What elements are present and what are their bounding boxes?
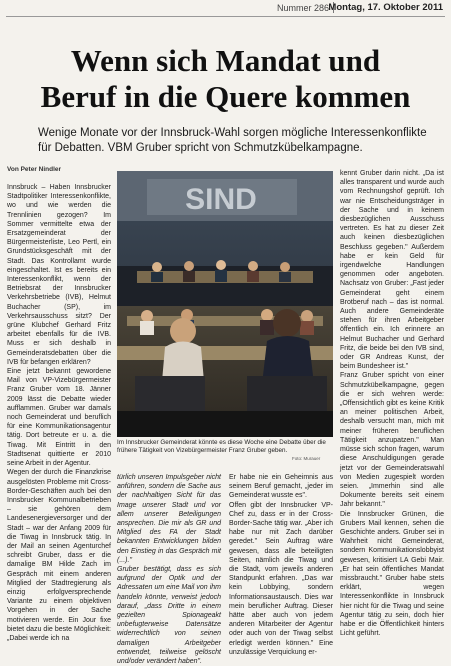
headline-line-1: Wenn sich Mandat und (70, 43, 381, 78)
photo-credit: Foto: Murauer (292, 456, 321, 461)
photo-caption: Im Innsbrucker Gemeinderat könnte es diese Woche eine Debatte über die frühere Tätigkeit von Vizebürgermeister Franz Gruber geben. (117, 439, 326, 454)
issue-date: Montag, 17. Oktober 2011 (328, 2, 443, 13)
page-header (0, 0, 451, 16)
author-byline: Von Peter Nindler (7, 166, 62, 173)
article-column-3: Er habe nie ein Geheimnis aus seinem Beruf gemacht, „jeder im Gemeinderat wusste es". Offen gibt der Innsbrucker VP-Chef zu, dass er in der Cross-Border-Sache tätig war. „Aber ich habe nur mit Zach darüber geredet." Sein Auftrag wäre gewesen, dass alle beteiligten Seiten, nämlich die Tiwag und die Stadt, vom jeweils anderen Standpunkt erfahren. „Das war kein Lobbying, sondern Informationsaustausch. Dies war mein beruflicher Auftrag. Dieser hätte aber auch von jedem anderen Mitarbeiter der Agentur oder auch von der Tiwag selbst erledigt werden können." Eine unzulässige Verquickung er- (229, 474, 333, 656)
article-column-1: Innsbruck – Haben Innsbrucker Stadtpolitiker Interessenkonflikte, wo und wie werden die Trennlinien gezogen? Im Sommer vermittelte etwa der Ersatzgemeinderat der Bürgermeisterliste, Leo Pertl, ein Grundstücksgeschäft mit der Stadt. Das Kontrollamt wurde eingeschaltet. Ist es bereits ein Interessenkonflikt, wenn der Betriebsrat der Innsbrucker Verkehrsbetriebe (IVB), Helmut Buchacher (SP), im Verkehrsausschuss sitzt? Der grüne Klubchef Gerhard Fritz arbeitet ebenfalls für die IVB. Muss er sich deshalb in Gemeinderatsdebatten über die IVB für befangen erklären? Eine jetzt bekannt gewordene Mail von VP-Vizebürgermeister Franz Gruber vom 18. Jänner 2009 lässt die Debatte wieder aufflammen. Gruber war damals noch Gemeinderat und beruflich für eine Kommunikationsagentur tätig. Dort betreute er u. a. die Tiwag. Mit Eintritt in den Stadtsenat quittierte er 2010 seine Arbeit in der Agentur. Wegen der durch die Finanzkrise ausgelösten Probleme mit Cross-Border-Geschäften auch bei den Innsbrucker Kommunalbetrieben – sie gehören dem Landesenergieversorger und der Stadt – war der Anfang 2009 für die Tiwag in Innsbruck tätig. In der Mail an seinen Agenturchef schreibt Gruber, dass er die damalige BM Hilde Zach im Gespräch mit einem anderen Mitglied der Stadtregierung als einzig erfolgversprechende Variante zu einem objektiven Vorgehen in der Sache motivieren werde. Ein Jour fixe bietet dazu die beste Möglichkeit: „Dabei werde ich na (7, 184, 111, 642)
article-column-2: türlich unseren Impulsgeber nicht anführen, sondern die Sache aus der nachhaltigen Sicht für das Image unserer Stadt und vor allem unserer Beteiligungen ansprechen. Die mir als GR und Mitglied des FA der Stadt bekannten Entwicklungen bilden den Einstieg in das Gespräch mit (...)." Gruber bestätigt, dass es sich aufgrund der Optik und der Adressaten um eine Mail von ihm handeln könnte, verweist jedoch darauf, „dass Dritte in einem gezielten Spionageakt unbefugterweise Datensätze widerrechtlich von seinen damaligen Arbeitgeber entwendet, teilweise gelöscht und/oder verändert haben". (117, 474, 221, 666)
article-column-4: kennt Gruber darin nicht. „Da ist alles transparent und wurde auch vom Rechnungshof geprüft. Ich war nie Entscheidungsträger in der Sache und in keinem diesbezüglichen Ausschuss vertreten. Es hat zu dieser Zeit auch keinen diesbezüglichen Beschluss gegeben." Außerdem habe er kein Geld für irgendwelche Handlungen genommen oder angeboten. Nachsatz von Gruber: „Fast jeder Gemeinderat geht einem Brotberuf nach – das ist normal. Auch andere Gemeinderäte stehen für ihren Arbeitgeber öffentlich ein. Ich erinnere an Helmut Buchacher und Gerhard Fritz, die beide bei den IVB sind, oder GR Andreas Kunst, der beim Bundesheer ist." Franz Gruber spricht von einer Schmutzkübelkampagne, gegen die er sich wehren werde: „Offensichtlich gibt es keine Kritik an meiner politischen Arbeit, deshalb versucht man, mich mit meiner früheren beruflichen Tätigkeit anzupatzen." Man müsse sich schon fragen, warum diese Anschuldigungen gerade jetzt vor der Gemeinderatswahl von Medien zugespielt worden seien. „Immerhin sind alle Dokumente bereits seit einem Jahr bekannt." Die Innsbrucker Grünen, die Grubers Mail kennen, sehen die Geschichte anders. Gruber sei in Wahrheit nicht Gemeinderat, sondern Kommunikationslobbyist gewesen, kritisiert LA Gebi Mair. „Er hat sein öffentliches Mandat missbraucht." Gruber habe stets erklärt, wegen Interessenkonflikte in Innsbruck hier nicht für die Tiwag und seine Agentur tätig zu sein, doch hier habe er die Öffentlichkeit hinters Licht geführt. (340, 170, 444, 638)
headline-line-2: Beruf in die Quere kommen (40, 79, 411, 114)
header-rule (6, 16, 445, 17)
council-chamber-image (117, 171, 333, 437)
lead-paragraph: Wenige Monate vor der Innsbruck-Wahl sorgen mögliche Interessenkonflikte für Debatten. VBM Gruber spricht von Schmutzkübelkampagne. (38, 127, 427, 154)
article-photo (117, 171, 333, 437)
wall-lettering: SIND (185, 183, 257, 216)
issue-number: Nummer 286 (276, 3, 329, 13)
